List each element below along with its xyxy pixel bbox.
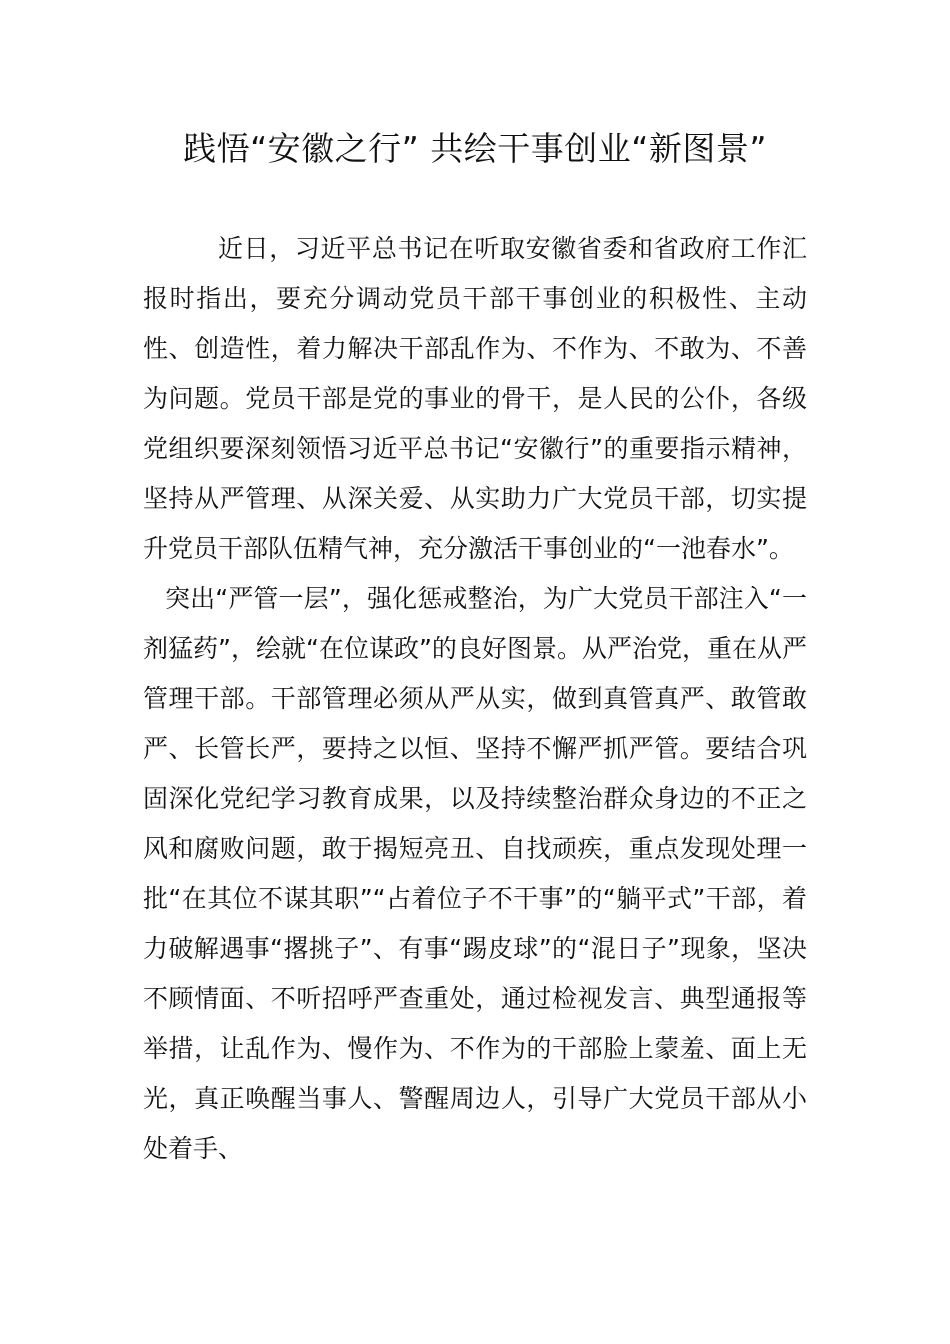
paragraph: 近日，习近平总书记在听取安徽省委和省政府工作汇报时指出，要充分调动党员干部干事创业的积极性、主动性、创造性，着力解决干部乱作为、不作为、不敢为、不善为问题。党员干部是党的事业的骨干，是人民的公仆，各级党组织要深刻领悟习近平总书记“安徽行”的重要指示精神，坚持从严管理、从深关爱、从实助力广大党员干部，切实提升党员干部队伍精气神，充分激活干事创业的“一池春水”。: [143, 234, 807, 563]
document-body: [143, 224, 807, 1174]
paragraph: 突出“严管一层”，强化惩戒整治，为广大党员干部注入“一剂猛药”，绘就“在位谋政”的良好图景。从严治党，重在从严管理干部。干部管理必须从严从实，做到真管真严、敢管敢严、长管长严，要持之以恒、坚持不懈严抓严管。要结合巩固深化党纪学习教育成果，以及持续整治群众身边的不正之风和腐败问题，敢于揭短亮丑、自找顽疾，重点发现处理一批“在其位不谋其职”“占着位子不干事”的“躺平式”干部，着力破解遇事“撂挑子”、有事“踢皮球”的“混日子”现象，坚决不顾情面、不听招呼严查重处，通过检视发言、典型通报等举措，让乱作为、慢作为、不作为的干部脸上蒙羞、面上无光，真正唤醒当事人、警醒周边人，引导广大党员干部从小处着手、: [143, 584, 807, 1163]
document-title: 践悟“安徽之行” 共绘干事创业“新图景”: [183, 129, 767, 168]
